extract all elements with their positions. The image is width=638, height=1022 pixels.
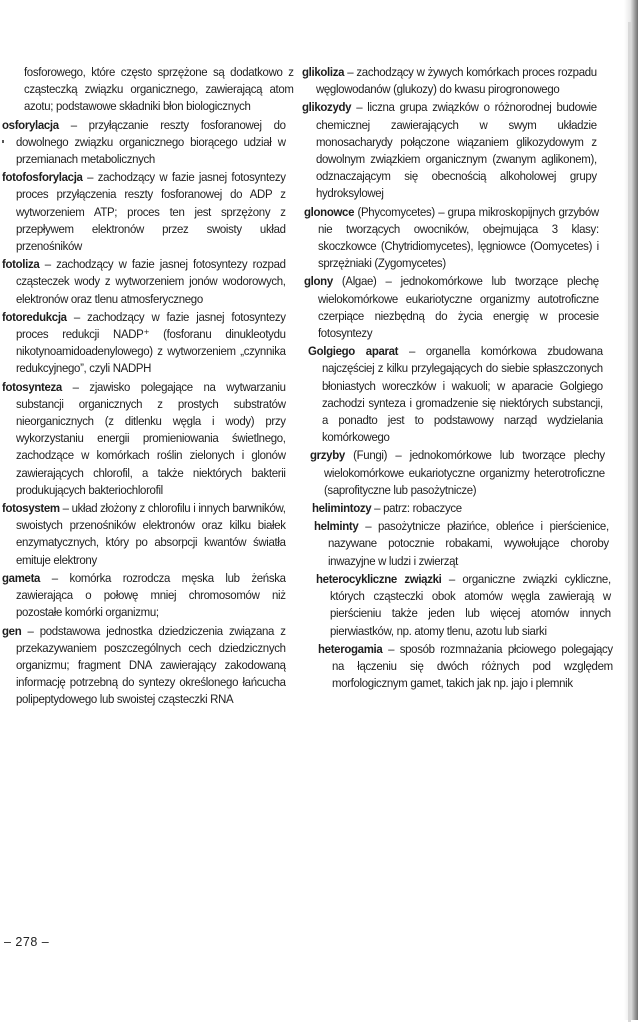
glossary-term: Golgiego aparat <box>308 344 399 359</box>
page-edge-shadow <box>624 0 638 1020</box>
glossary-entry <box>304 273 599 342</box>
glossary-definition: – pasożytnicze płazińce, obleńce i pierścienice, nazywane potocznie robakami, wywołujące choroby inwazyjne w ludzi i zwierząt <box>327 519 609 568</box>
page-number: – 278 – <box>4 935 50 949</box>
right-column <box>302 64 613 693</box>
glossary-definition: – organiczne związki cykliczne, których cząsteczki obok atomów węgla zawierają w pierścieniu także jeden lub więcej atomów innych pierwiastków, np. atomy tlenu, azotu lub siarki <box>329 571 611 638</box>
glossary-entry <box>2 256 286 308</box>
glossary-entry <box>2 623 286 709</box>
glossary-definition: – liczna grupa związków o różnorodnej budowie chemicznej zawierających w swym układzie monosacharydy połączone wiązaniem glikozydowym z dowolnym związkiem organicznym (zwanym aglikonem), odznaczającym się obecnością alkoholowej grupy hydroksylowej <box>315 100 597 201</box>
glossary-term: gen <box>2 623 22 638</box>
glossary-entry <box>2 500 286 569</box>
glossary-definition: – zachodzący w fazie jasnej fotosyntezy proces redukcji NADP⁺ (fosforanu dinukleotydu nikotynoamidoadenylowego) z wytworzeniem „czynnika redukcyjnego”, czyli NADPH <box>15 309 286 376</box>
glossary-term: glonowce <box>304 204 355 219</box>
glossary-entry <box>316 571 611 640</box>
glossary-definition: – zachodzący w fazie jasnej fotosyntezy rozpad cząsteczek wody z wytworzeniem jonów wodorowych, elektronów oraz tlenu atmosferycznego <box>15 257 286 306</box>
left-column <box>2 64 294 710</box>
glossary-term: heterogamia <box>318 641 383 656</box>
glossary-entry <box>308 343 603 446</box>
glossary-term: osforylacja <box>2 117 59 132</box>
glossary-term: fotoredukcja <box>2 309 67 324</box>
glossary-term: helminty <box>314 519 359 534</box>
glossary-definition: – zjawisko polegające na wytwarzaniu substancji organicznych z prostych substratów nieorganicznych (z ditlenku węgla i wody) przy wykorzystaniu energii promieniowania świetlnego, zachodzące w komórkach roślin zielonych i glonów zawierających chlorofil, a także niektórych bakterii produkujących bakteriochlorofil <box>15 379 286 497</box>
glossary-entry <box>318 641 613 693</box>
glossary-term: glony <box>304 274 333 289</box>
glossary-entry <box>2 379 286 499</box>
glossary-entry <box>2 169 286 255</box>
glossary-entry <box>2 570 286 622</box>
glossary-term: glikozydy <box>302 100 352 115</box>
glossary-definition: – podstawowa jednostka dziedziczenia związana z przekazywaniem poszczególnych cech dziedzicznych organizmu; fragment DNA zawierający zakodowaną informację potrzebną do syntezy określonego łańcucha polipeptydowego lub swoistej cząsteczki RNA <box>15 623 286 707</box>
glossary-term: gameta <box>2 570 41 585</box>
glossary-entry <box>302 64 597 98</box>
glossary-definition: – układ złożony z chlorofilu i innych barwników, swoistych przenośników elektronów oraz kilku białek enzymatycznych, który po absorpcji kwantów światła emituje elektrony <box>15 501 286 567</box>
glossary-entry <box>2 117 286 169</box>
glossary-term: glikoliza <box>302 65 345 79</box>
glossary-entry <box>314 518 609 570</box>
glossary-definition: – komórka rozrodcza męska lub żeńska zawierająca o połowę mniej chromosomów niż pozostałe komórki organizmu; <box>15 570 286 620</box>
glossary-term: fotofosforylacja <box>2 170 83 185</box>
glossary-definition: (Phycomycetes) – grupa mikroskopijnych grzybów nie tworzących owocników, obejmująca 3 klasy: skoczkowce (Chytridiomycetes), lęgniowce (Oomycetes) i sprzężniaki (Zygomycetes) <box>317 204 599 271</box>
glossary-term: fotosystem <box>2 501 60 516</box>
glossary-entry <box>310 447 605 499</box>
glossary-definition: fosforowego, które często sprzężone są dodatkowo z cząsteczką związku organicznego, zawierającą atom azotu; podstawowe składniki błon biologicznych <box>23 65 294 114</box>
glossary-definition: – zachodzący w fazie jasnej fotosyntezy proces przyłączenia reszty fosforanowej do ADP z wytworzeniem ATP; proces ten jest sprzężony z przepływem elektronów przez swoisty układ przenośników <box>15 170 286 254</box>
glossary-entry <box>312 500 607 517</box>
glossary-term: fotoliza <box>2 257 40 272</box>
glossary-entry <box>10 64 294 116</box>
glossary-term: fotosynteza <box>2 379 62 394</box>
glossary-term: grzyby <box>310 448 345 463</box>
glossary-definition: – zachodzący w żywych komórkach proces rozpadu węglowodanów (glukozy) do kwasu pirogronowego <box>315 65 597 97</box>
glossary-entry <box>302 99 597 202</box>
glossary-entry <box>304 204 599 273</box>
glossary-definition: (Algae) – jednokomórkowe lub tworzące plechę wielokomórkowe eukariotyczne organizmy autotroficzne czerpiące niezbędną do życia energię w procesie fotosyntezy <box>317 274 599 341</box>
glossary-term: heterocykliczne związki <box>316 571 442 586</box>
glossary-definition: – przyłączanie reszty fosforanowej do dowolnego związku organicznego biorącego udział w przemianach metabolicznych <box>15 117 286 167</box>
glossary-definition: (Fungi) – jednokomórkowe lub tworzące plechy wielokomórkowe eukariotyczne organizmy heterotroficzne (saprofityczne lub pasożytnicze) <box>323 448 605 497</box>
glossary-term: helimintozy <box>312 501 372 516</box>
glossary-definition: – sposób rozmnażania płciowego polegający na łączeniu się dwóch różnych pod względem morfologicznym gamet, takich jak np. jajo i plemnik <box>331 641 613 691</box>
glossary-definition: – patrz: robaczyce <box>371 501 462 516</box>
glossary-definition: – organella komórkowa zbudowana najczęściej z kilku przylegających do siebie spłaszczonych błoniastych woreczków i wakuoli; w aparacie Golgiego zachodzi synteza i gromadzenie się niektórych substancji, a ponadto jest to podstawowy narząd wydzielania komórkowego <box>321 344 603 445</box>
glossary-entry <box>2 309 286 378</box>
